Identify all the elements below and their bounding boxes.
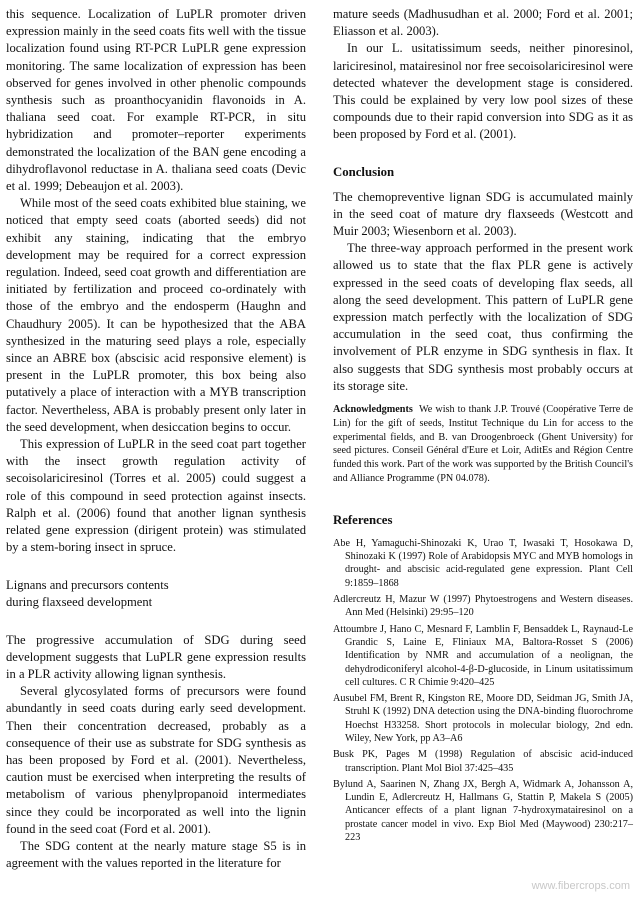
references-list	[333, 537, 633, 845]
body-paragraph: The three-way approach performed in the present work allowed us to state that the flax PLR gene is actively expressed in the seed coats of developing flax seeds, all along the seed development. This pattern of LuPLR gene expression match perfectly with the localization of SDG accumulation in the seed coat, thus confirming the involvement of PLR enzyme in SDG synthesis in flax. It also suggests that SDG synthesis most probably occurs at its storage site.	[333, 241, 633, 393]
left-column	[6, 6, 306, 872]
conclusion-heading: Conclusion	[333, 164, 395, 179]
references-heading: References	[333, 512, 393, 527]
body-paragraph: In our L. usitatissimum seeds, neither pinoresinol, lariciresinol, matairesinol nor free secoisolariciresinol were detected whatever the development stage is considered. This could be explained by very low pool sizes of these compounds due to their rapid conversion into SDG as it as been proposed by Ford et al. (2001).	[333, 41, 633, 142]
body-paragraph: While most of the seed coats exhibited blue staining, we noticed that empty seed coats (aborted seeds) did not exhibit any staining, indicating that the embryo development may be required for a correct expression regulation. Indeed, seed coat growth and differentiation are initiated by fertilization and proceed co-ordinately with those of the embryo and the endosperm (Haughn and Chaudhury 2005). It can be hypothesized that the ABA synthesized in the maturing seed plays a role, especially since an ABRE box (abscisic acid responsive element) is present in the LuPLR promoter, this box being also putatively a place of interaction with a MYB transcription factor. Nevertheless, ABA is probably present only later in the seed development, when desiccation begins to occur.	[6, 196, 306, 434]
reference-entry: Attoumbre J, Hano C, Mesnard F, Lamblin F, Bensaddek L, Raynaud-Le Grandic S, Laine E, Fliniaux MA, Baltora-Rosset S (2006) Identification by NMR and accumulation of a neolignan, the dehydrodiconiferyl alcohol-4-β-D-glucoside, in Linum usitatissimum cell cultures. C R Chimie 9:420–425	[333, 623, 633, 688]
watermark: www.fibercrops.com	[531, 880, 630, 892]
section-subheading-line1: Lignans and precursors contents	[6, 577, 169, 592]
body-paragraph: The progressive accumulation of SDG during seed development suggests that LuPLR gene expression results in a PLR activity allowing lignan synthesis.	[6, 632, 306, 681]
reference-entry: Abe H, Yamaguchi-Shinozaki K, Urao T, Iwasaki T, Hosokawa D, Shinozaki K (1997) Role of Arabidopsis MYC and MYB homologs in drought- and abscisic acid-regulated gene expression. Plant Cell 9:1859–1868	[333, 537, 633, 589]
body-paragraph: The SDG content at the nearly mature stage S5 is in agreement with the values reported in the literature for	[6, 838, 306, 871]
body-paragraph: Several glycosylated forms of precursors were found abundantly in seed coats during early seed development. Then their concentration decreased, probably as a consequence of their use as substrate for SDG synthesis as has been proposed by Ford et al. (2001). Nevertheless, caution must be exercised when interpreting the results of metabolism of various phenylpropanoid intermediates since they could be incorporated as well into the lignin found in the seed coat (Ford et al. 2001).	[6, 684, 306, 836]
body-paragraph: this sequence. Localization of LuPLR promoter driven expression mainly in the seed coats fits well with the tissue localization found using RT-PCR LuPLR gene expression monitoring. The same localization of expression has been observed for genes involved in other phenolic compounds synthesis such as proanthocyanidin flavonoids in A. thaliana seed coat. For example RT-PCR, in situ hybridization and promoter–reporter experiments demonstrated the localization of the BAN gene encoding a dihydroflavonol reductase in A. thaliana seed coats (Devic et al. 1999; Debeaujon et al. 2003).	[6, 7, 306, 194]
acknowledgments-label: Acknowledgments	[333, 404, 413, 416]
body-paragraph: mature seeds (Madhusudhan et al. 2000; Ford et al. 2001; Eliasson et al. 2003).	[333, 7, 633, 39]
acknowledgments-text: We wish to thank J.P. Trouvé (Coopérative Terre de Lin) for the gift of seeds, Institut Technique du Lin for access to the experimental fields, and B. van Droogenbroeck (Ghent University) for seed pictures. Conseil Général d'Eure et Loir, AditEs and Région Centre funded this work. Part of the work was supported by the British Council's and Alliance Programme (PN 04.078).	[333, 404, 634, 485]
reference-entry: Ausubel FM, Brent R, Kingston RE, Moore DD, Seidman JG, Smith JA, Struhl K (1992) DNA detection using the DNA-binding fluorochrome Hoechst H33258. Short protocols in molecular biology, 2nd edn. Wiley, New York, pp A3–A6	[333, 693, 633, 744]
reference-entry: Busk PK, Pages M (1998) Regulation of abscisic acid-induced transcription. Plant Mol Biol 37:425–435	[333, 749, 633, 774]
body-paragraph: This expression of LuPLR in the seed coat part together with the insect growth regulation activity of secoisolariciresinol (Torres et al. 2005) could suggest a role of this compound in seed protection against insects. Ralph et al. (2006) found that another lignan synthesis related gene expression (dirigent protein) was stimulated by a stem-boring insect in spruce.	[6, 437, 306, 555]
body-paragraph: The chemopreventive lignan SDG is accumulated mainly in the seed coat of mature dry flaxseeds (Westcott and Muir 2003; Wiesenborn et al. 2003).	[333, 189, 633, 239]
reference-entry: Bylund A, Saarinen N, Zhang JX, Bergh A, Widmark A, Johansson A, Lundin E, Adlercreutz H, Hallmans G, Stattin P, Makela S (2005) Anticancer effects of a plant lignan 7-hydroxymatairesinol on a prostate cancer model in vivo. Exp Biol Med (Maywood) 230:217–223	[333, 778, 633, 844]
acknowledgments-paragraph	[333, 403, 633, 486]
reference-entry: Adlercreutz H, Mazur W (1997) Phytoestrogens and Western diseases. Ann Med (Helsinki) 29:95–120	[333, 594, 633, 619]
right-column	[333, 6, 633, 847]
section-subheading-line2: during flaxseed development	[6, 595, 153, 609]
